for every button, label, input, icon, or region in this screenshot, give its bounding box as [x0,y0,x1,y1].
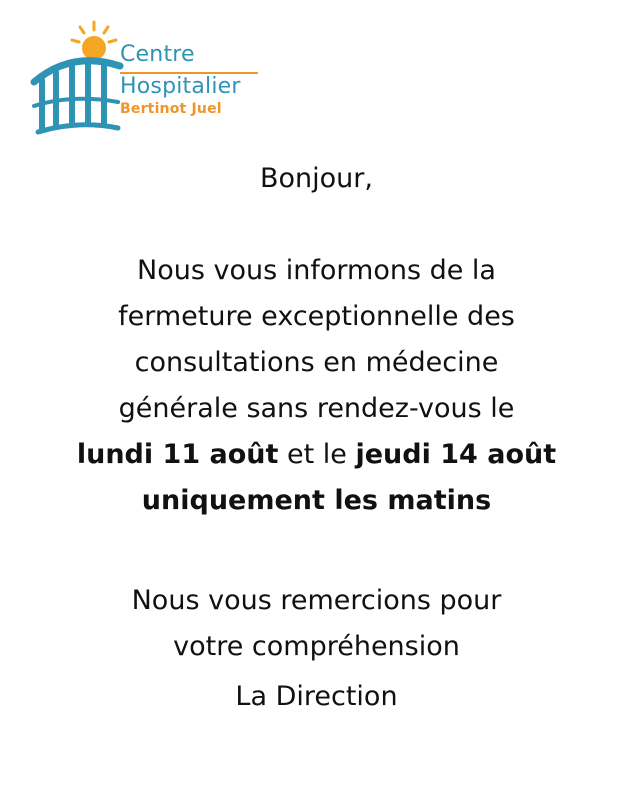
logo-line-hospitalier: Hospitalier [120,74,241,99]
body-line: fermeture exceptionnelle des [118,301,515,332]
closure-notice [0,156,633,720]
logo-wordmark [120,44,241,116]
body-line: consultations en médecine [134,347,499,378]
thanks-line: Nous vous remercions pour [131,585,502,616]
logo-line-bertinot-juel: Bertinot Juel [120,101,222,117]
dates-connector: et le [278,439,356,470]
greeting: Bonjour, [260,163,373,194]
dates-line [0,432,633,478]
body-line: générale sans rendez-vous le [118,393,515,424]
sun-icon [72,22,116,60]
hospital-building-with-sun-icon [28,20,124,142]
signature: La Direction [235,681,398,712]
thanks-line: votre compréhension [173,631,460,662]
mornings-only-line [0,478,633,524]
building-icon [34,61,120,132]
hospital-logo [28,20,268,142]
body-line: Nous vous informons de la [137,255,496,286]
closure-date-1: lundi 11 août [76,439,279,470]
notice-body [0,248,633,524]
mornings-only-text: uniquement les matins [141,485,492,516]
thanks-paragraph [0,578,633,670]
closure-date-2: jeudi 14 août [355,439,557,470]
logo-line-centre: Centre [120,42,195,67]
logo-divider [120,72,258,74]
